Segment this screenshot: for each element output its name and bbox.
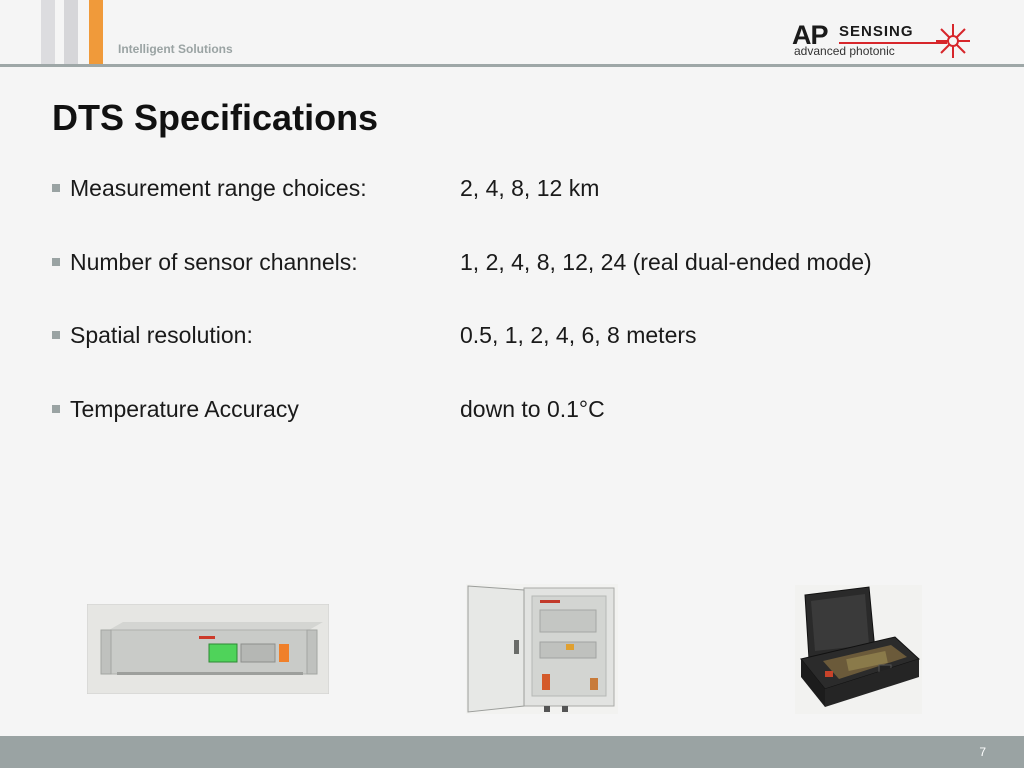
header-decor-bar [41, 0, 55, 66]
header-tagline: Intelligent Solutions [118, 42, 233, 56]
page-title: DTS Specifications [52, 97, 379, 138]
footer-bar [0, 736, 1024, 768]
ap-sensing-logo [786, 20, 981, 62]
page-number: 7 [979, 745, 986, 759]
spec-label: Temperature Accuracy [70, 396, 299, 422]
logo-ap-text: AP [792, 20, 828, 50]
spec-row [52, 249, 992, 279]
logo-sensing-text: SENSING [839, 23, 914, 40]
spec-row [52, 322, 992, 352]
spec-label: Spatial resolution: [70, 322, 253, 348]
bullet-icon [52, 405, 60, 413]
spec-value: 1, 2, 4, 8, 12, 24 (real dual-ended mode) [460, 249, 872, 275]
rack-unit-image [87, 604, 329, 694]
spec-value: down to 0.1°C [460, 396, 605, 422]
header-accent-bar [89, 0, 103, 66]
spec-label: Measurement range choices: [70, 175, 367, 201]
spec-value: 0.5, 1, 2, 4, 6, 8 meters [460, 322, 697, 348]
portable-case-image [795, 585, 922, 714]
bullet-icon [52, 184, 60, 192]
wall-cabinet-image [466, 584, 618, 714]
header-divider [0, 64, 1024, 67]
laser-burst-icon [934, 22, 972, 60]
logo-subtitle: advanced photonic [794, 44, 895, 58]
spec-label: Number of sensor channels: [70, 249, 358, 275]
spec-value: 2, 4, 8, 12 km [460, 175, 600, 201]
bullet-icon [52, 331, 60, 339]
spec-row [52, 396, 992, 426]
header-decor-bar [64, 0, 78, 66]
bullet-icon [52, 258, 60, 266]
spec-row [52, 175, 992, 205]
